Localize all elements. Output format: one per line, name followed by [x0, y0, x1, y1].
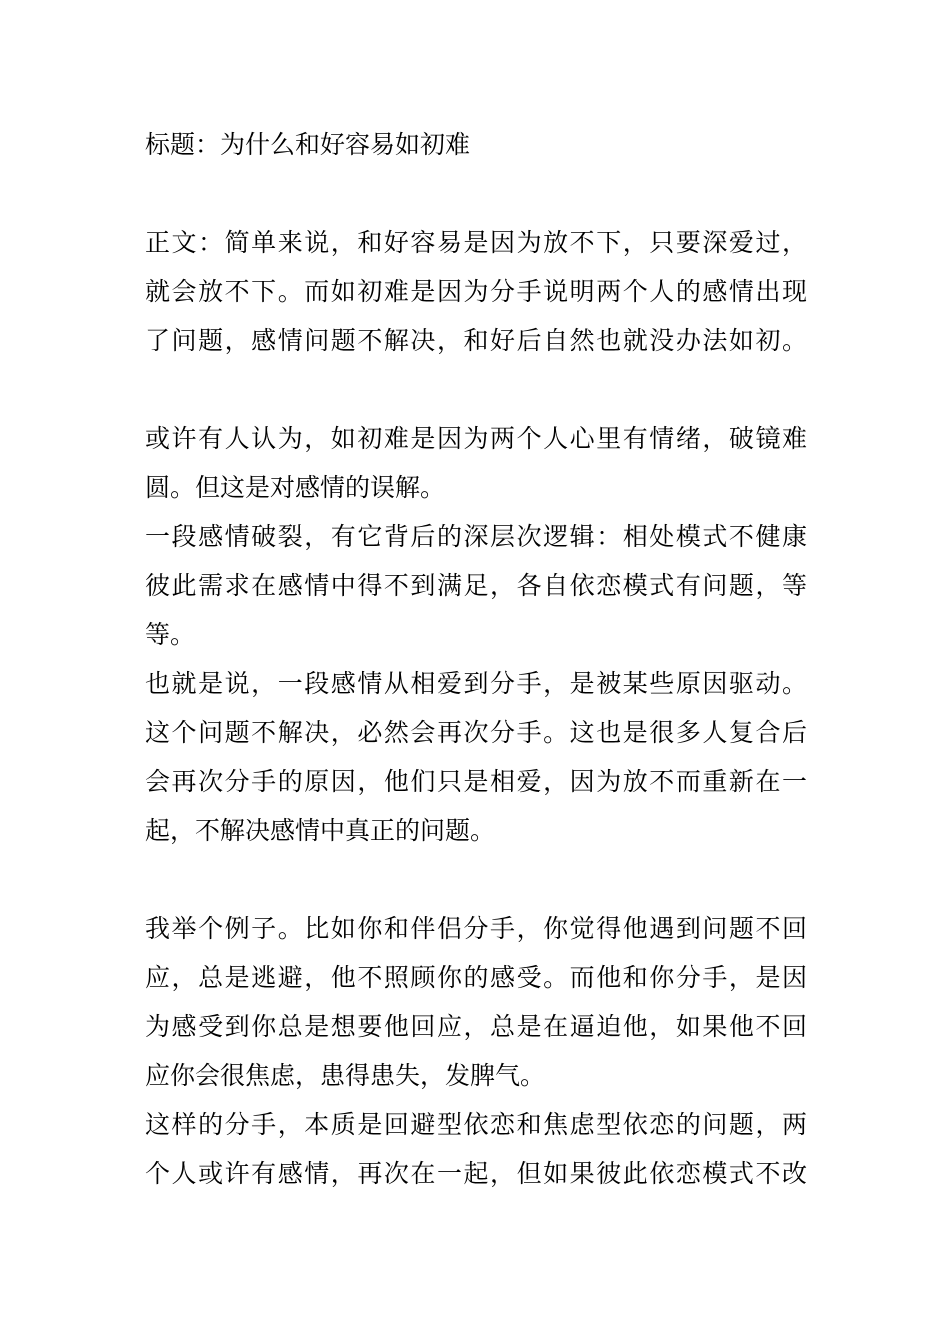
text-line: 圆。但这是对感情的误解。 — [145, 473, 446, 502]
text-line: 正文：简单来说，和好容易是因为放不下，只要深爱过， — [145, 228, 807, 257]
text-line: 这个问题不解决，必然会再次分手。这也是很多人复合后 — [145, 718, 807, 747]
document-body — [145, 120, 807, 1198]
text-line: 应你会很焦虑，患得患失，发脾气。 — [145, 1061, 546, 1090]
blank-line — [145, 365, 807, 414]
text-line: 我举个例子。比如你和伴侣分手，你觉得他遇到问题不回 — [145, 914, 807, 943]
text-line: 个人或许有感情，再次在一起，但如果彼此依恋模式不改 — [145, 1159, 807, 1188]
text-line: 会再次分手的原因，他们只是相爱，因为放不而重新在一 — [145, 767, 807, 796]
text-line: 了问题，感情问题不解决，和好后自然也就没办法如初。 — [145, 326, 807, 355]
text-line: 就会放不下。而如初难是因为分手说明两个人的感情出现 — [145, 277, 807, 306]
text-line: 应，总是逃避，他不照顾你的感受。而他和你分手，是因 — [145, 963, 807, 992]
text-line: 彼此需求在感情中得不到满足，各自依恋模式有问题，等 — [145, 571, 807, 600]
blank-line — [145, 855, 807, 904]
paragraph-3 — [145, 904, 807, 1198]
title-line: 标题：为什么和好容易如初难 — [145, 130, 471, 159]
text-line: 也就是说，一段感情从相爱到分手，是被某些原因驱动。 — [145, 669, 807, 698]
text-line: 起，不解决感情中真正的问题。 — [145, 816, 496, 845]
paragraph-2 — [145, 414, 807, 855]
paragraph-1 — [145, 218, 807, 365]
text-line: 一段感情破裂，有它背后的深层次逻辑：相处模式不健康 — [145, 522, 807, 551]
text-line: 或许有人认为，如初难是因为两个人心里有情绪，破镜难 — [145, 424, 807, 453]
text-line: 为感受到你总是想要他回应，总是在逼迫他，如果他不回 — [145, 1012, 807, 1041]
text-line: 等。 — [145, 620, 196, 649]
text-line: 这样的分手，本质是回避型依恋和焦虑型依恋的问题，两 — [145, 1110, 807, 1139]
blank-line — [145, 169, 807, 218]
